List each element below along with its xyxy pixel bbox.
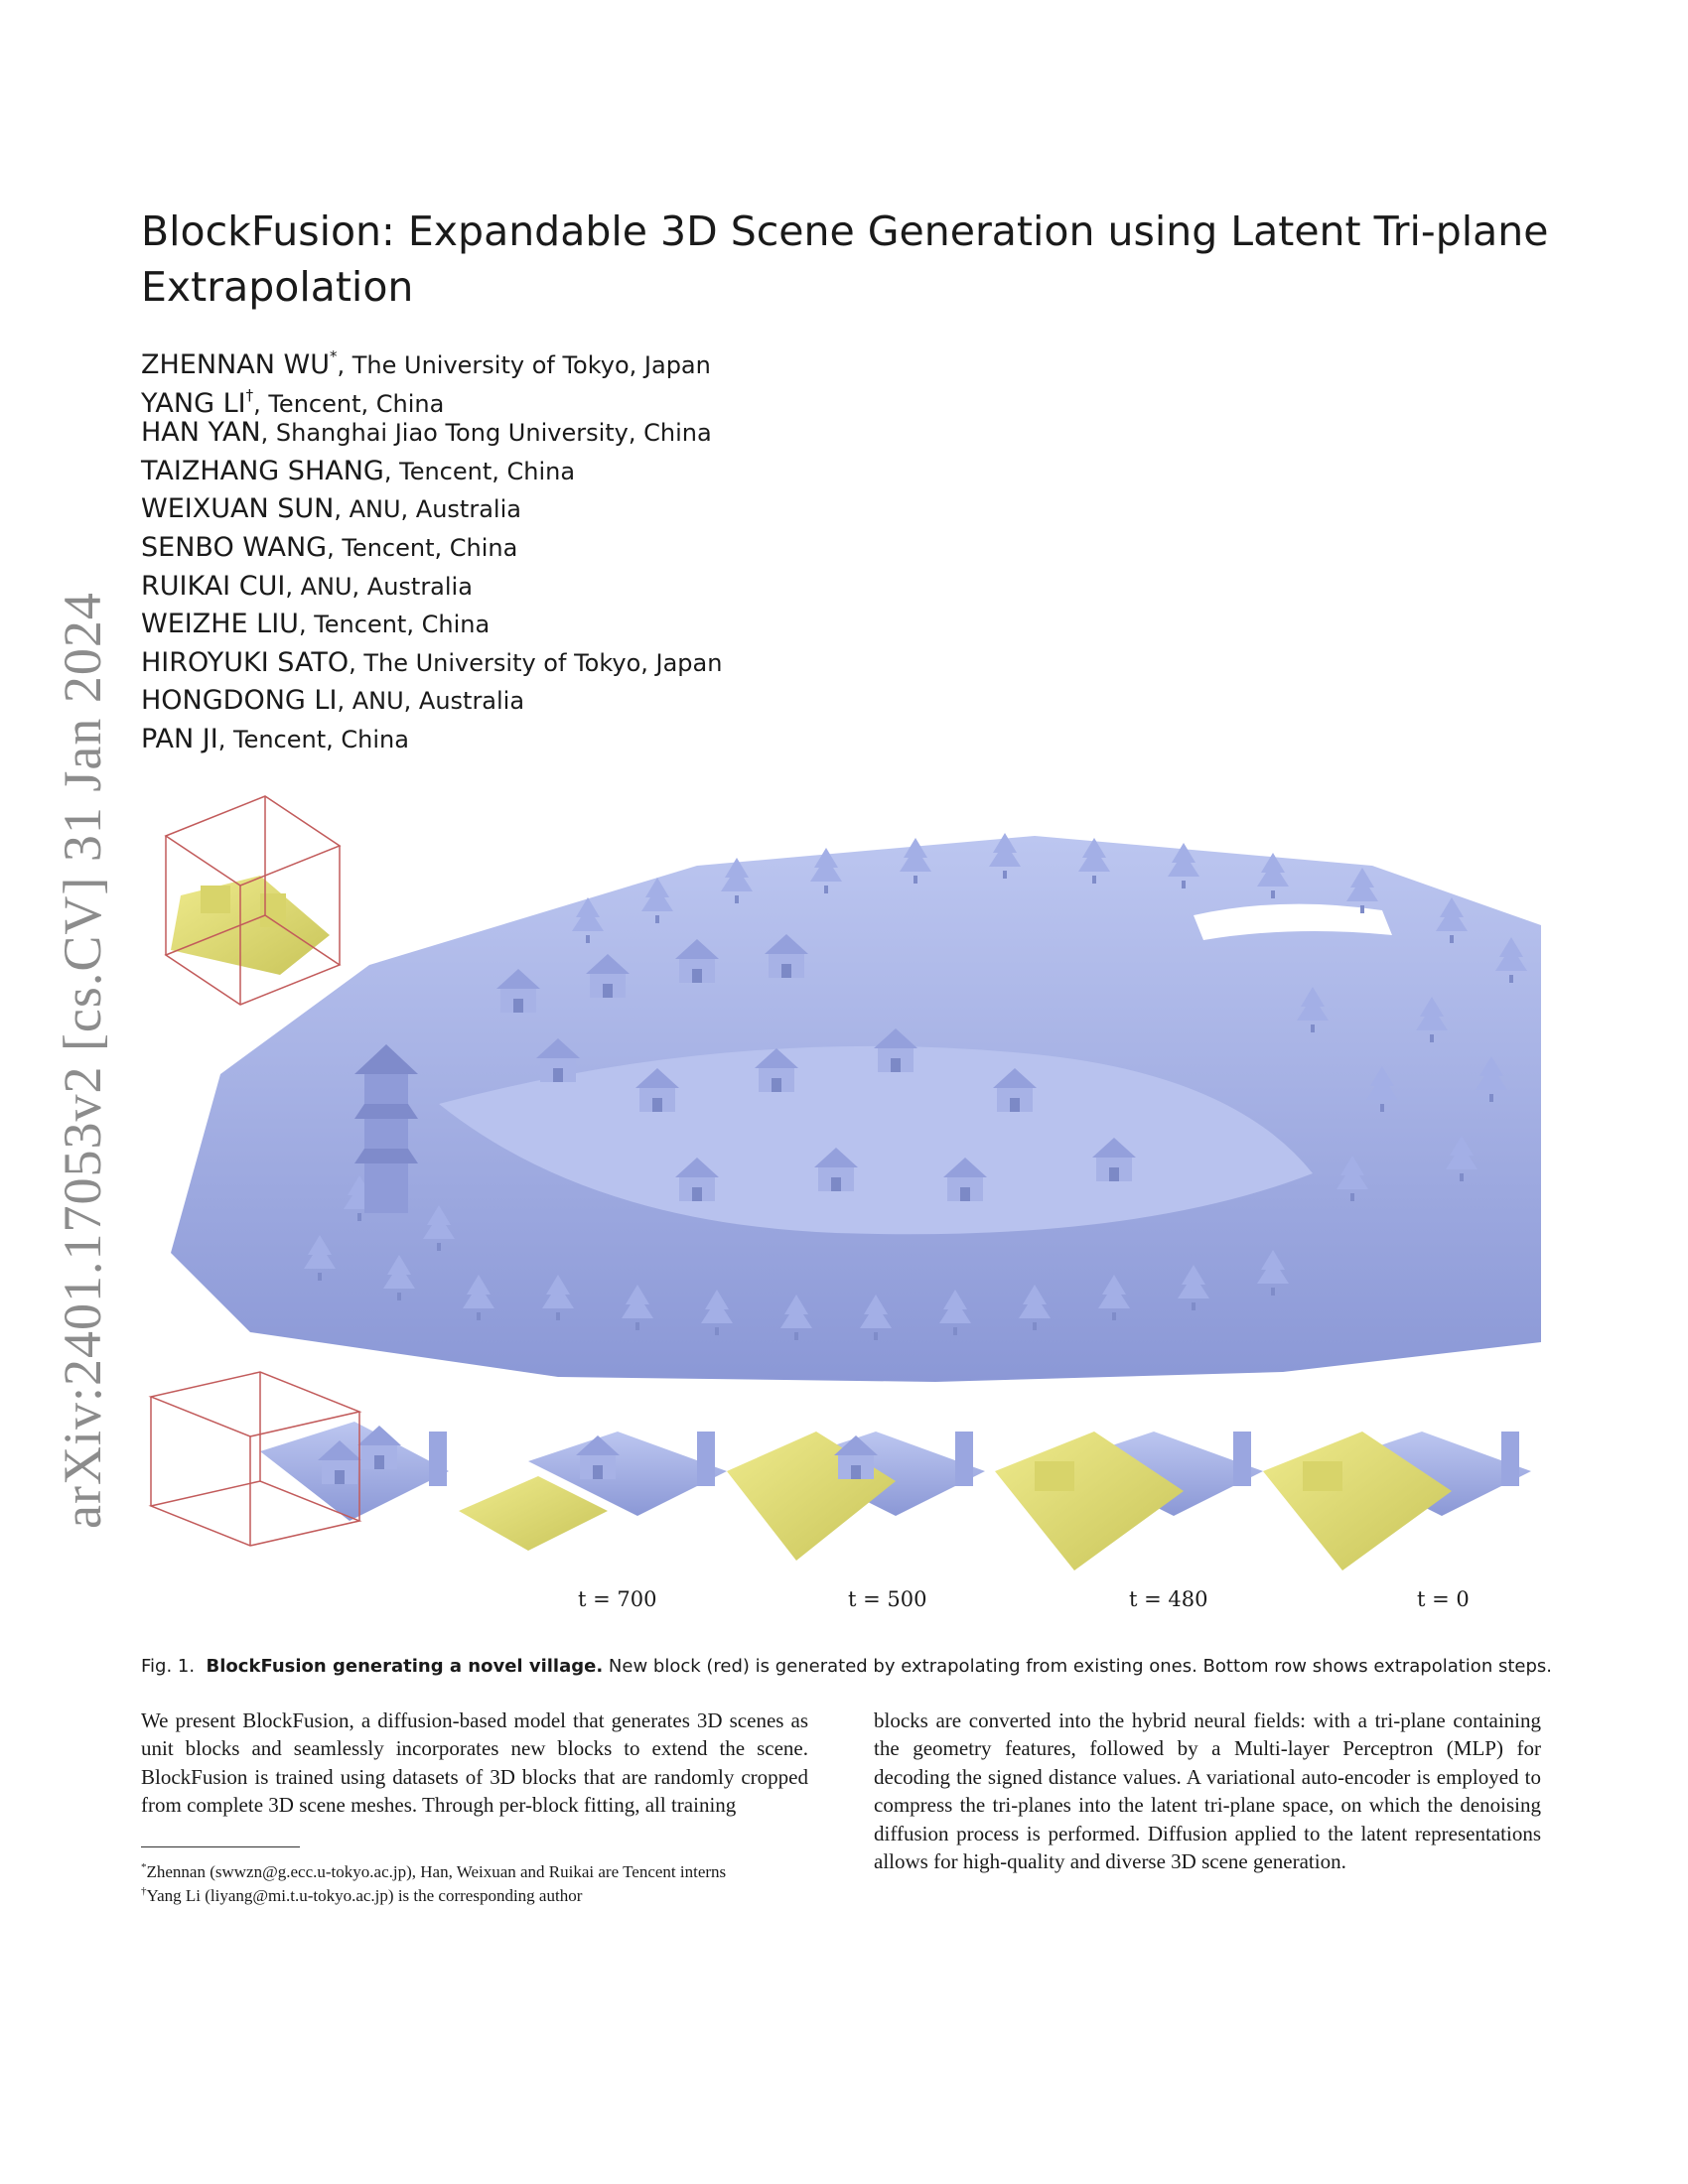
author-entry: WEIXUAN SUN, ANU, Australia bbox=[141, 493, 521, 525]
author-name: HIROYUKI SATO bbox=[141, 646, 350, 678]
generated-block-highlight bbox=[171, 876, 330, 975]
author-affiliation: The University of Tokyo, Japan bbox=[363, 648, 723, 677]
author-affiliation: ANU, Australia bbox=[300, 572, 473, 601]
author-affiliation: Shanghai Jiao Tong University, China bbox=[275, 419, 712, 448]
author-entry: TAIZHANG SHANG, Tencent, China bbox=[141, 455, 576, 486]
author-entry: ZHENNAN WU*, The University of Tokyo, Japan bbox=[141, 347, 711, 380]
author-name: PAN JI bbox=[141, 723, 218, 754]
step-label-t480: t = 480 bbox=[1129, 1587, 1208, 1611]
step-label-t700: t = 700 bbox=[578, 1587, 657, 1611]
caption-text: New block (red) is generated by extrapolating from existing ones. Bottom row shows extrapolation steps. bbox=[608, 1656, 1552, 1677]
author-affiliation: ANU, Australia bbox=[349, 495, 521, 524]
footnote-mark: * bbox=[141, 1861, 147, 1873]
author-entry: RUIKAI CUI, ANU, Australia bbox=[141, 570, 473, 602]
author-entry: HIROYUKI SATO, The University of Tokyo, Japan bbox=[141, 646, 723, 678]
footnote-text: Yang Li (liyang@mi.t.u-tokyo.ac.jp) is the corresponding author bbox=[146, 1886, 583, 1905]
initial-block-panel bbox=[151, 1372, 449, 1546]
author-mark: † bbox=[245, 385, 254, 404]
author-entry: PAN JI, Tencent, China bbox=[141, 723, 409, 754]
author-name: SENBO WANG bbox=[141, 531, 328, 563]
footnote-mark: † bbox=[141, 1885, 147, 1897]
author-entry: HAN YAN, Shanghai Jiao Tong University, China bbox=[141, 417, 712, 449]
author-affiliation: Tencent, China bbox=[268, 389, 445, 418]
author-name: YANG LI bbox=[141, 387, 246, 419]
arxiv-stamp: arXiv:2401.17053v2 [cs.CV] 31 Jan 2024 bbox=[53, 592, 112, 1529]
author-entry: SENBO WANG, Tencent, China bbox=[141, 531, 518, 563]
footnote-1 bbox=[141, 1856, 726, 1883]
author-name: TAIZHANG SHANG bbox=[141, 455, 384, 486]
abstract-column-left: We present BlockFusion, a diffusion-based model that generates 3D scenes as unit blocks and seamlessly incorporates new blocks to extend the scene. BlockFusion is trained using datasets of 3D blocks that are randomly cropped from complete 3D scene meshes. Through per-block fitting, all training bbox=[141, 1708, 808, 1818]
extrapolation-step-row bbox=[151, 1372, 1531, 1611]
step-label-t500: t = 500 bbox=[848, 1587, 927, 1611]
caption-bold: BlockFusion generating a novel village. bbox=[206, 1656, 604, 1677]
author-affiliation: The University of Tokyo, Japan bbox=[352, 351, 711, 379]
step-panel-t500 bbox=[727, 1432, 985, 1611]
figure-1 bbox=[141, 776, 1547, 1638]
author-entry: YANG LI†, Tencent, China bbox=[141, 385, 445, 419]
village-render-figure bbox=[141, 776, 1547, 1638]
author-affiliation: Tencent, China bbox=[233, 725, 409, 753]
author-name: WEIXUAN SUN bbox=[141, 493, 335, 525]
author-entry: HONGDONG LI, ANU, Australia bbox=[141, 685, 525, 717]
author-entry: WEIZHE LIU, Tencent, China bbox=[141, 609, 491, 640]
caption-prefix: Fig. 1. bbox=[141, 1656, 196, 1677]
author-mark: * bbox=[329, 347, 338, 365]
step-panel-t700 bbox=[459, 1432, 727, 1611]
author-affiliation: Tencent, China bbox=[399, 457, 576, 485]
step-panel-t480 bbox=[995, 1432, 1263, 1611]
author-name: HONGDONG LI bbox=[141, 685, 338, 717]
footnote-rule bbox=[141, 1846, 300, 1847]
paper-title: BlockFusion: Expandable 3D Scene Generation using Latent Tri-plane Extrapolation bbox=[141, 207, 1549, 311]
footnote-2 bbox=[141, 1880, 582, 1907]
author-name: HAN YAN bbox=[141, 417, 261, 449]
author-name: RUIKAI CUI bbox=[141, 570, 286, 602]
author-affiliation: Tencent, China bbox=[314, 611, 491, 639]
footnote-text: Zhennan (swwzn@g.ecc.u-tokyo.ac.jp), Han, Weixuan and Ruikai are Tencent interns bbox=[146, 1862, 727, 1881]
main-village-render bbox=[166, 796, 1541, 1382]
step-panel-t0 bbox=[1263, 1432, 1531, 1611]
author-name: WEIZHE LIU bbox=[141, 609, 299, 640]
author-affiliation: ANU, Australia bbox=[352, 687, 525, 716]
abstract-column-right: blocks are converted into the hybrid neural fields: with a tri-plane containing the geometry features, followed by a Multi-layer Perceptron (MLP) for decoding the signed distance values. A variational auto-encoder is employed to compress the tri-planes into the latent tri-plane space, on which the denoising diffusion process is performed. Diffusion applied to the latent representations allows for high-quality and diverse 3D scene generation. bbox=[874, 1708, 1541, 1874]
step-label-t0: t = 0 bbox=[1417, 1587, 1470, 1611]
author-list bbox=[141, 338, 722, 759]
author-name: ZHENNAN WU bbox=[141, 349, 330, 380]
author-affiliation: Tencent, China bbox=[342, 533, 518, 562]
figure-caption bbox=[141, 1656, 1551, 1677]
